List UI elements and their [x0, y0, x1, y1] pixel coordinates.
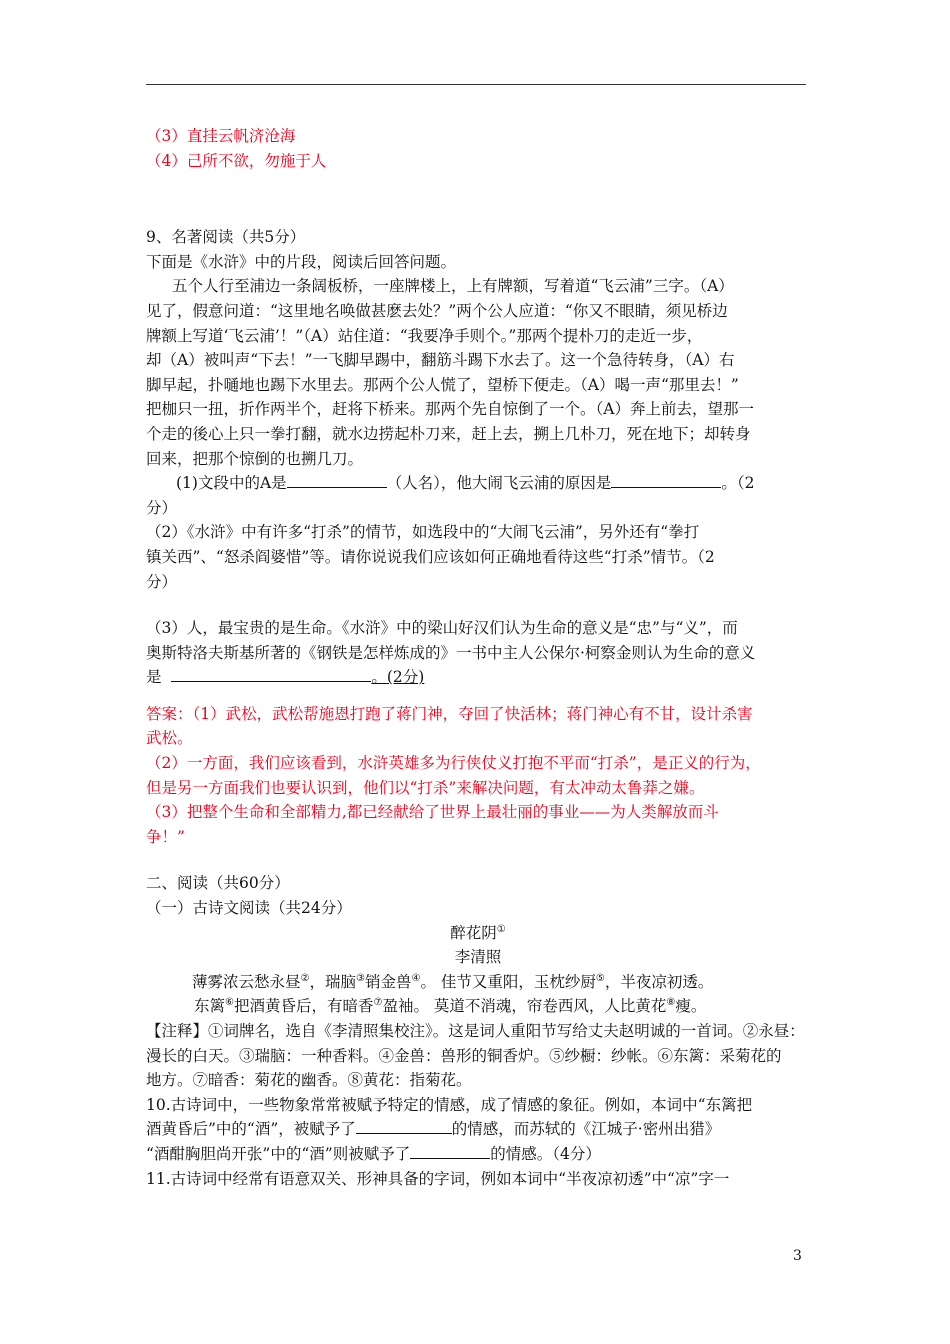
answer-blank[interactable] — [611, 471, 721, 488]
passage-line: 五个人行至浦边一条阔板桥，一座牌楼上，上有牌额，写着道“飞云浦”三字。（A） — [172, 277, 734, 296]
answer-line: 争！” — [146, 827, 185, 846]
poem-line: 薄雾浓云愁永昼②，瑞脑③销金兽④。 佳节又重阳，玉枕纱厨⑤，半夜凉初透。 — [192, 972, 714, 991]
answer-line: 答案：（1）武松，武松帮施恩打跑了蒋门神，夺回了快活林；蒋门神心有不甘，设计杀害 — [146, 704, 753, 723]
answer-blank[interactable] — [356, 1117, 452, 1134]
answer-line: （3）把整个生命和全部精力,都已经献给了世界上最壮丽的事业——为人类解放而斗 — [146, 803, 719, 822]
question-10: “酒酣胸胆尚开张”中的“酒”则被赋予了 的情感。（4分） — [146, 1142, 810, 1167]
notes-line: 【注释】①词牌名，选自《李清照集校注》。这是词人重阳节写给丈夫赵明诚的一首词。②永昼： — [146, 1022, 805, 1040]
poem-title: 醉花阴① — [450, 923, 506, 942]
notes-line: 地方。⑦暗香：菊花的幽香。⑧黄花：指菊花。 — [146, 1071, 472, 1090]
passage-line: 见了，假意问道：“这里地名唤做甚麽去处？”两个公人应道：“你又不眼睛，须见桥边 — [146, 301, 728, 320]
sub-question-3: （3）人，最宝贵的是生命。《水浒》中的梁山好汉们认为生命的意义是“忠”与“义”，而 — [146, 619, 738, 638]
sub-question-2: 镇关西”、“怒杀阎婆惜”等。请你说说我们应该如何正确地看待这些“打杀”情节。（2 — [146, 547, 715, 566]
answer-blank[interactable] — [287, 471, 387, 488]
answer-line: 武松。 — [146, 729, 193, 748]
question-intro: 下面是《水浒》中的片段，阅读后回答问题。 — [146, 252, 457, 271]
page-number: 3 — [793, 1248, 802, 1264]
answer-line: （2）一方面，我们应该看到，水浒英雄多为行侠仗义打抱不平而“打杀”，是正义的行为， — [146, 754, 761, 773]
answer-line: （3）直挂云帆济沧海 — [146, 127, 296, 145]
passage-line: 牌额上写道‘飞云浦’！”（A）站住道：“我要净手则个。”那两个提朴刀的走近一步， — [146, 326, 703, 345]
question-11: 11.古诗词中经常有语意双关、形神具备的字词，例如本词中“半夜凉初透”中“凉”字一 — [146, 1169, 730, 1188]
page-content — [146, 124, 810, 1191]
section-title: 二、阅读（共60分） — [146, 874, 290, 893]
poem-author: 李清照 — [454, 948, 502, 967]
sub-question-2: 分） — [146, 572, 178, 591]
poem-line: 东篱⑥把酒黄昏后，有暗香⑦盈袖。 莫道不消魂，帘卷西风，人比黄花⑧瘦。 — [194, 997, 707, 1016]
sub-question-3: 奥斯特洛夫斯基所著的《钢铁是怎样炼成的》一书中主人公保尔·柯察金则认为生命的意义 — [146, 643, 756, 662]
passage-line: 把枷只一扭，折作两半个，赶将下桥来。那两个先自惊倒了一个。（A）奔上前去，望那一 — [146, 400, 754, 419]
passage-line: 脚早起，扑嗵地也踢下水里去。那两个公人慌了，望桥下便走。（A）喝一声“那里去！” — [146, 375, 739, 394]
sub-question-3-tail: 是 。(2分) — [146, 665, 810, 690]
sub-question-2: （2）《水浒》中有许多“打杀”的情节，如选段中的“大闹飞云浦”，另外还有“拳打 — [146, 523, 700, 542]
passage-line: 回来，把那个惊倒的也搠几刀。 — [146, 449, 364, 468]
sub-question-1-cont: 分） — [146, 498, 178, 517]
answer-line: （4）己所不欲，勿施于人 — [146, 151, 327, 170]
subsection-title: （一）古诗文阅读（共24分） — [146, 899, 352, 918]
question-title: 9、名著阅读（共5分） — [146, 228, 306, 247]
sub-question-1: (1)文段中的A是 （人名），他大闹飞云浦的原因是 。（2 — [146, 471, 810, 496]
question-10: 酒黄昏后”中的“酒”，被赋予了 的情感，而苏轼的《江城子·密州出猎》 — [146, 1117, 810, 1142]
answer-blank[interactable] — [410, 1142, 490, 1159]
notes-line: 漫长的白天。③瑞脑：一种香料。④金兽：兽形的铜香炉。⑤纱橱：纱帐。⑥东篱：采菊花的 — [146, 1046, 782, 1065]
answer-blank[interactable] — [171, 665, 371, 682]
header-rule — [146, 84, 806, 85]
question-10: 10.古诗词中，一些物象常常被赋予特定的情感，成了情感的象征。例如，本词中“东篱把 — [146, 1095, 753, 1114]
passage-line: 却（A）被叫声“下去！”一飞脚早踢中，翻筋斗踢下水去了。这一个急待转身，（A）右 — [146, 351, 735, 370]
passage-line: 个走的後心上只一拳打翻，就水边捞起朴刀来，赶上去，搠上几朴刀，死在地下；却转身 — [146, 424, 751, 443]
answer-line: 但是另一方面我们也要认识到，他们以“打杀”来解决问题，有太冲动太鲁莽之嫌。 — [146, 778, 705, 797]
